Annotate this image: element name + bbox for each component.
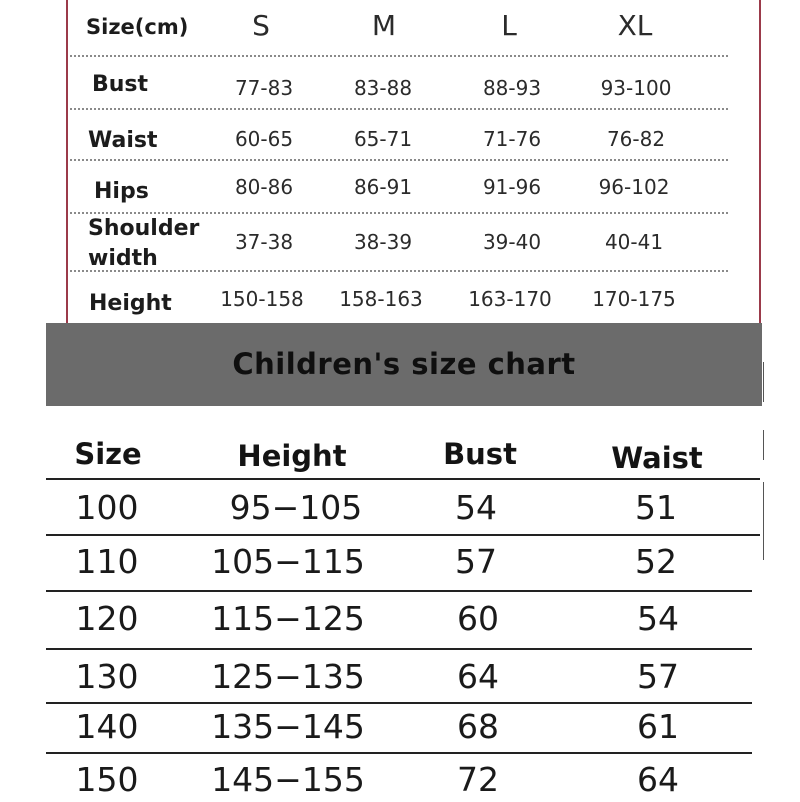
size-xl-header: XL [617,9,653,42]
height-l: 163-170 [468,287,552,311]
waist-cell: 64 [637,760,679,799]
shoulder-l: 39-40 [482,230,542,254]
waist-xl: 76-82 [606,127,666,151]
shoulder-s: 37-38 [234,230,294,254]
height-cell: 145−155 [211,760,365,799]
adult-size-chart [0,0,800,323]
chart-frame-left [66,0,68,323]
bust-cell: 72 [457,760,499,799]
table-rule [46,590,752,592]
size-cell: 150 [75,760,139,799]
col-waist-header: Waist [611,441,703,475]
col-size-header: Size [74,437,142,471]
row-divider [70,270,728,272]
size-l-header: L [501,9,517,42]
row-divider [70,159,728,161]
waist-cell: 54 [637,599,679,638]
hips-xl: 96-102 [598,175,670,199]
children-chart-title: Children's size chart [232,347,576,381]
bust-s: 77-83 [234,76,294,100]
waist-cell: 57 [637,657,679,696]
size-m-header: M [371,9,397,42]
size-cell: 100 [75,488,139,527]
height-cell: 105−115 [211,542,365,581]
waist-s: 60-65 [234,127,294,151]
table-rule [46,534,760,536]
col-height-header: Height [237,439,347,473]
bust-xl: 93-100 [600,76,672,100]
hips-label: Hips [94,179,149,204]
shoulder-width-label [88,214,199,274]
waist-m: 65-71 [353,127,413,151]
height-m: 158-163 [339,287,423,311]
size-s-header: S [252,9,270,42]
waist-cell: 61 [637,707,679,746]
size-cell: 130 [75,657,139,696]
table-rule [46,702,752,704]
row-divider [70,108,728,110]
shoulder-xl: 40-41 [604,230,664,254]
shoulder-label-line2: width [88,246,158,271]
table-rule [46,648,752,650]
bust-cell: 54 [455,488,497,527]
col-bust-header: Bust [443,437,517,471]
height-s: 150-158 [220,287,304,311]
size-cell: 120 [75,599,139,638]
height-cell: 125−135 [211,657,365,696]
side-tick [763,362,764,402]
height-label: Height [89,291,172,316]
hips-s: 80-86 [234,175,294,199]
bust-cell: 68 [457,707,499,746]
height-cell: 135−145 [211,707,365,746]
bust-m: 83-88 [353,76,413,100]
bust-cell: 57 [455,542,497,581]
children-size-table [0,406,800,800]
size-cell: 110 [75,542,139,581]
hips-l: 91-96 [482,175,542,199]
bust-label: Bust [92,72,149,97]
shoulder-label-line1: Shoulder [88,216,200,241]
hips-m: 86-91 [353,175,413,199]
bust-l: 88-93 [482,76,542,100]
waist-l: 71-76 [482,127,542,151]
height-cell: 115−125 [211,599,365,638]
table-rule [46,478,760,480]
waist-cell: 52 [635,542,677,581]
waist-cell: 51 [635,488,677,527]
height-xl: 170-175 [592,287,676,311]
bust-cell: 64 [457,657,499,696]
chart-frame-right [759,0,761,323]
table-rule [46,752,752,754]
row-divider [70,55,728,57]
children-chart-banner [46,323,762,406]
waist-label: Waist [88,128,158,153]
bust-cell: 60 [457,599,499,638]
height-cell: 95−105 [229,488,363,527]
size-cm-label: Size(cm) [86,15,189,39]
size-cell: 140 [75,707,139,746]
shoulder-m: 38-39 [353,230,413,254]
